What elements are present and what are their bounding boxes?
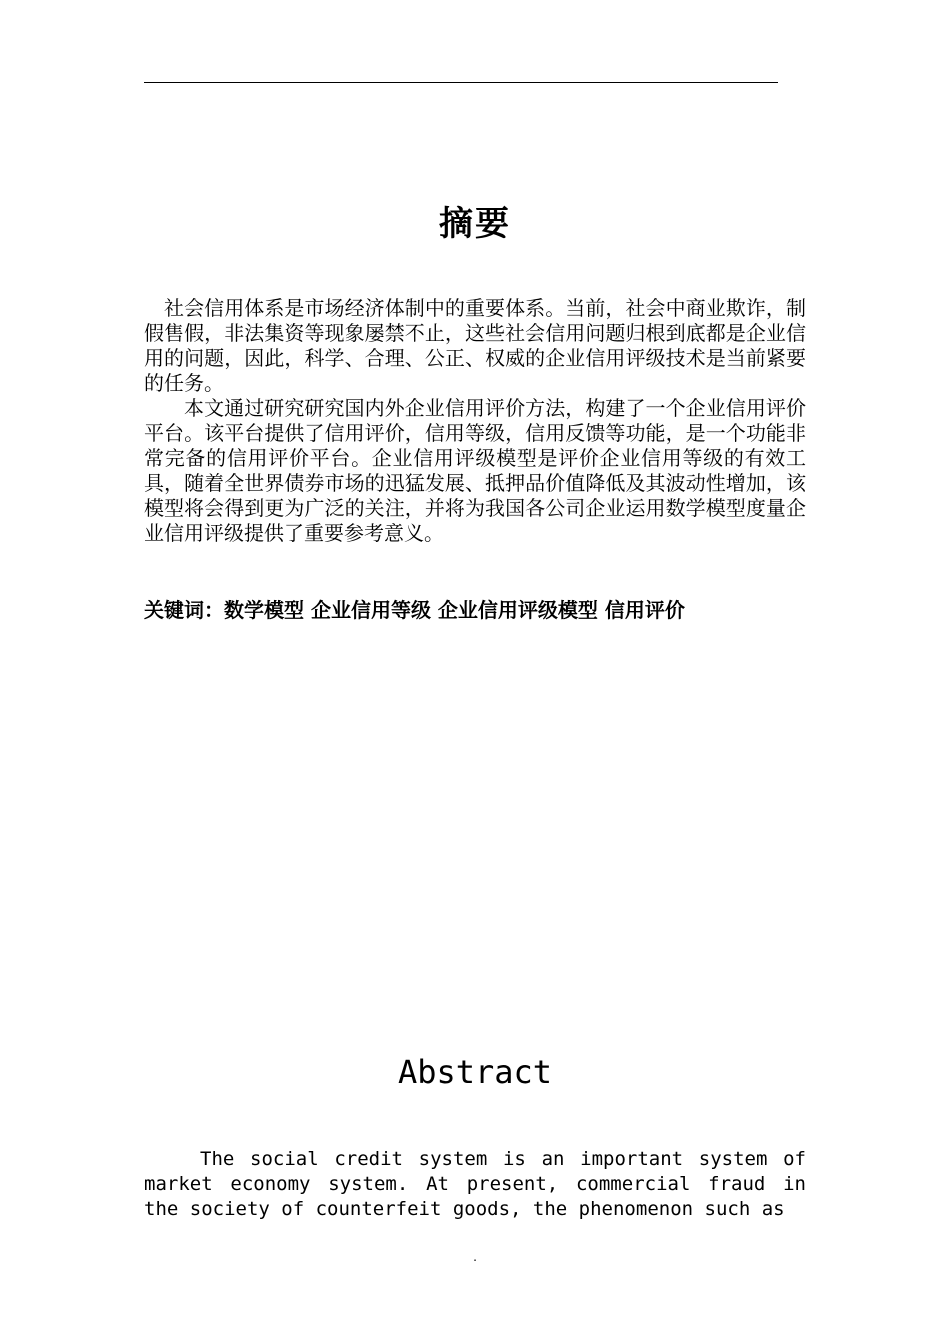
header-rule — [144, 82, 778, 83]
english-abstract-paragraph-1: The social credit system is an important system of market economy system. At present, commercial fraud in the society of counterfeit goods, the phenomenon such as — [144, 1148, 806, 1220]
chinese-abstract-paragraph-1: 社会信用体系是市场经济体制中的重要体系。当前，社会中商业欺诈，制假售假，非法集资等现象屡禁不止，这些社会信用问题归根到底都是企业信用的问题，因此，科学、合理、公正、权威的企业信用评级技术是当前紧要的任务。 — [144, 296, 806, 395]
chinese-abstract-title: 摘要 — [439, 204, 511, 244]
page-number-mark: . — [473, 1250, 477, 1264]
english-abstract-title: Abstract — [397, 1053, 553, 1091]
chinese-abstract-paragraph-2: 本文通过研究研究国内外企业信用评价方法，构建了一个企业信用评价平台。该平台提供了信用评价，信用等级，信用反馈等功能，是一个功能非常完备的信用评价平台。企业信用评级模型是评价企业信用等级的有效工具，随着全世界债券市场的迅猛发展、抵押品价值降低及其波动性增加，该模型将会得到更为广泛的关注，并将为我国各公司企业运用数学模型度量企业信用评级提供了重要参考意义。 — [144, 396, 806, 545]
chinese-abstract-body — [144, 296, 806, 546]
chinese-keywords: 关键词：数学模型 企业信用等级 企业信用评级模型 信用评价 — [144, 598, 685, 622]
